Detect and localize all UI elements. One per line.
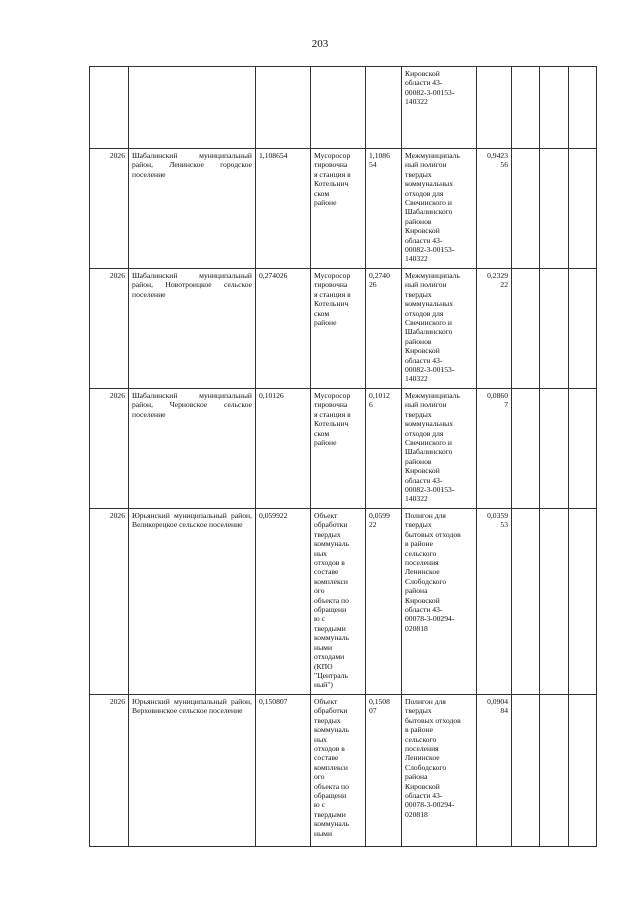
table-row [90,695,597,847]
destination-cell: Полигон для твердых бытовых отходов в районе сельского поселения Ленинское Слободского района Кировской области 43- 00078-3-00294- 020818 [402,695,477,847]
empty-cell [512,149,540,269]
empty-cell [540,149,569,269]
amount-cell: 0,0599 22 [366,509,402,695]
volume-cell: 0,150807 [256,695,311,847]
table-row [90,509,597,695]
amount-cell [366,67,402,149]
empty-cell [540,695,569,847]
municipality-cell: Юрьянский муниципальный район, Верховинское сельское поселение [129,695,256,847]
volume-cell [256,67,311,149]
empty-cell [512,67,540,149]
waste-flow-table [89,66,597,847]
empty-cell [512,509,540,695]
volume-cell: 0,059922 [256,509,311,695]
page-number: 203 [311,38,329,50]
destination-cell: Межмуниципаль ный полигон твердых коммунальных отходов для Свечинского и Шабалинского районов Кировской области 43- 00082-3-00153- 140322 [402,389,477,509]
empty-cell [512,695,540,847]
year-cell: 2026 [90,389,129,509]
empty-cell [569,149,597,269]
destination-cell: Полигон для твердых бытовых отходов в районе сельского поселения Ленинское Слободского района Кировской области 43- 00078-3-00294- 020818 [402,509,477,695]
volume-cell: 1,108654 [256,149,311,269]
empty-cell [569,389,597,509]
empty-cell [540,67,569,149]
destination-cell: Кировской области 43- 00082-3-00153- 140322 [402,67,477,149]
year-cell: 2026 [90,149,129,269]
facility-cell: Мусоросор тировочна я станция в Котельнич ском районе [311,269,366,389]
amount-cell: 0,1012 6 [366,389,402,509]
empty-cell [512,269,540,389]
municipality-cell: Юрьянский муниципальный район, Великорецкое сельское поселение [129,509,256,695]
share-cell: 0,0359 53 [477,509,512,695]
municipality-cell [129,67,256,149]
facility-cell: Мусоросор тировочна я станция в Котельнич ском районе [311,149,366,269]
year-cell: 2026 [90,269,129,389]
facility-cell: Мусоросор тировочна я станция в Котельнич ском районе [311,389,366,509]
empty-cell [540,509,569,695]
empty-cell [569,509,597,695]
volume-cell: 0,274026 [256,269,311,389]
year-cell: 2026 [90,695,129,847]
destination-cell: Межмуниципаль ный полигон твердых коммунальных отходов для Свечинского и Шабалинского районов Кировской области 43- 00082-3-00153- 140322 [402,269,477,389]
table-body [90,67,597,847]
share-cell: 0,9423 56 [477,149,512,269]
year-cell [90,67,129,149]
share-cell [477,67,512,149]
empty-cell [512,389,540,509]
share-cell: 0,0904 84 [477,695,512,847]
empty-cell [569,695,597,847]
empty-cell [569,269,597,389]
year-cell: 2026 [90,509,129,695]
amount-cell: 1,1086 54 [366,149,402,269]
share-cell: 0,0860 7 [477,389,512,509]
destination-cell: Межмуниципаль ный полигон твердых коммунальных отходов для Свечинского и Шабалинского районов Кировской области 43- 00082-3-00153- 140322 [402,149,477,269]
amount-cell: 0,1508 07 [366,695,402,847]
facility-cell: Объект обработки твердых коммуналь ных отходов в составе комплекси ого объекта по обращени ю с твердыми коммуналь ными [311,695,366,847]
municipality-cell: Шабалинский муниципальный район, Ленинское городское поселение [129,149,256,269]
facility-cell: Объект обработки твердых коммуналь ных отходов в составе комплекси ого объекта по обращени ю с твердыми коммуналь ными отходами (КПО "Централь ный") [311,509,366,695]
amount-cell: 0,2740 26 [366,269,402,389]
share-cell: 0,2329 22 [477,269,512,389]
volume-cell: 0,10126 [256,389,311,509]
facility-cell [311,67,366,149]
empty-cell [540,389,569,509]
empty-cell [540,269,569,389]
table-row [90,269,597,389]
municipality-cell: Шабалинский муниципальный район, Черновское сельское поселение [129,389,256,509]
table-row [90,149,597,269]
table-row [90,389,597,509]
municipality-cell: Шабалинский муниципальный район, Новотроицкое сельское поселение [129,269,256,389]
table-row [90,67,597,149]
empty-cell [569,67,597,149]
